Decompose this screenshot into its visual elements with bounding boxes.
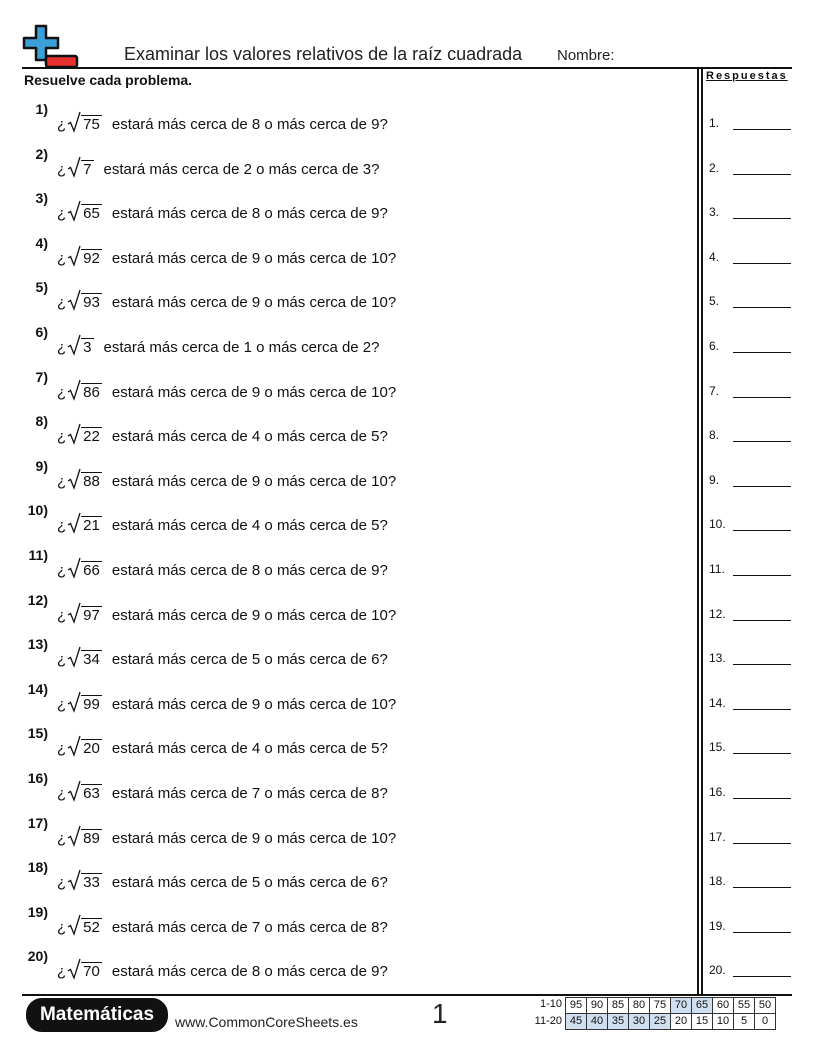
question-mark-open: ¿ — [57, 428, 67, 446]
problem-question — [57, 914, 388, 936]
problem-item — [0, 770, 690, 810]
problem-number: 19) — [27, 903, 48, 920]
answer-blank[interactable] — [733, 976, 791, 977]
answer-blank[interactable] — [733, 486, 791, 487]
answer-column-divider — [697, 69, 699, 995]
answer-blank[interactable] — [733, 530, 791, 531]
score-cell: 90 — [587, 998, 608, 1014]
radicand: 34 — [83, 651, 100, 669]
score-cell: 25 — [650, 1014, 671, 1030]
score-cell: 65 — [692, 998, 713, 1014]
worksheet-title: Examinar los valores relativos de la raíz cuadrada — [124, 44, 523, 64]
problem-number: 3) — [35, 190, 48, 207]
problem-text: estará más cerca de 9 o más cerca de 10? — [111, 294, 397, 312]
problem-text: estará más cerca de 4 o más cerca de 5? — [111, 517, 388, 535]
problem-question — [57, 602, 396, 624]
radicand: 63 — [83, 785, 100, 802]
answer-blank[interactable] — [733, 798, 791, 799]
answer-label: 14. — [709, 695, 726, 710]
question-mark-open: ¿ — [57, 116, 67, 133]
radical-sign-icon — [67, 245, 81, 267]
radicand: 99 — [83, 695, 100, 713]
problem-text: estará más cerca de 8 o más cerca de 9? — [111, 116, 388, 133]
score-cell: 75 — [650, 998, 671, 1014]
score-cell: 55 — [734, 998, 755, 1014]
score-row — [566, 1014, 776, 1030]
score-row-label: 1-10 — [539, 998, 562, 1010]
problem-item — [0, 948, 690, 988]
answer-blank[interactable] — [733, 129, 791, 130]
problem-number: 12) — [27, 591, 48, 608]
radicand: 92 — [83, 249, 100, 267]
answer-label: 5. — [709, 294, 720, 309]
problem-text: estará más cerca de 4 o más cerca de 5? — [111, 740, 388, 758]
radicand: 33 — [83, 874, 100, 892]
answer-blank[interactable] — [733, 307, 791, 308]
square-root — [67, 423, 102, 445]
radical-sign-icon — [67, 869, 81, 891]
square-root — [67, 825, 102, 847]
problem-question — [57, 200, 388, 222]
radicand: 52 — [83, 918, 100, 936]
square-root — [67, 735, 102, 757]
problem-question — [57, 156, 380, 178]
answer-blank[interactable] — [733, 709, 791, 710]
radical-sign-icon — [67, 468, 81, 490]
answer-label: 15. — [709, 740, 726, 755]
radical-sign-icon — [67, 379, 81, 401]
question-mark-open: ¿ — [57, 249, 67, 267]
radicand: 21 — [83, 517, 100, 535]
problem-number: 17) — [27, 814, 48, 831]
problem-number: 16) — [27, 770, 48, 786]
answer-label: 9. — [709, 472, 720, 487]
answer-blank[interactable] — [733, 753, 791, 754]
answer-label: 4. — [709, 249, 720, 264]
problem-number: 11) — [28, 547, 48, 563]
answer-label: 8. — [709, 428, 720, 443]
score-cell: 15 — [692, 1014, 713, 1030]
problem-question — [57, 334, 380, 356]
radical-sign-icon — [67, 423, 81, 445]
answer-column-divider-inner — [701, 69, 703, 995]
question-mark-open: ¿ — [57, 651, 67, 669]
square-root — [67, 914, 102, 936]
name-label: Nombre: — [557, 47, 615, 64]
answer-label: 11. — [709, 562, 725, 576]
answer-blank[interactable] — [733, 174, 791, 175]
radicand: 88 — [83, 472, 100, 490]
problem-number: 1) — [35, 101, 48, 117]
answer-blank[interactable] — [733, 843, 791, 844]
answer-blank[interactable] — [733, 887, 791, 888]
answer-label: 20. — [709, 963, 726, 978]
problem-text: estará más cerca de 8 o más cerca de 9? — [111, 205, 388, 223]
answer-label: 7. — [709, 383, 720, 398]
problem-question — [57, 423, 388, 445]
square-root — [67, 379, 102, 401]
problem-item — [0, 190, 690, 230]
square-root — [67, 958, 102, 980]
problem-text: estará más cerca de 9 o más cerca de 10? — [111, 606, 397, 624]
problem-question — [57, 111, 388, 133]
score-cell: 60 — [713, 998, 734, 1014]
radical-sign-icon — [67, 334, 81, 356]
question-mark-open: ¿ — [57, 874, 67, 892]
question-mark-open: ¿ — [57, 829, 67, 847]
problem-item — [0, 681, 690, 721]
problem-text: estará más cerca de 9 o más cerca de 10? — [111, 829, 397, 847]
problem-question — [57, 869, 388, 891]
score-cell: 40 — [587, 1014, 608, 1030]
radical-sign-icon — [67, 958, 81, 980]
radicand: 3 — [83, 339, 92, 356]
problem-text: estará más cerca de 5 o más cerca de 6? — [111, 874, 388, 892]
problem-item — [0, 904, 690, 944]
problem-item — [0, 146, 690, 186]
problem-question — [57, 289, 396, 311]
radicand: 70 — [83, 963, 100, 981]
instructions: Resuelve cada problema. — [24, 72, 193, 88]
radical-sign-icon — [67, 735, 81, 757]
question-mark-open: ¿ — [57, 160, 67, 178]
answer-label: 18. — [709, 874, 726, 889]
problem-text: estará más cerca de 7 o más cerca de 8? — [111, 785, 388, 802]
score-cell: 45 — [566, 1014, 587, 1030]
square-root — [67, 289, 102, 311]
problem-item — [0, 636, 690, 676]
problem-number: 7) — [35, 368, 48, 385]
problem-text: estará más cerca de 7 o más cerca de 8? — [111, 918, 388, 936]
score-row — [566, 998, 776, 1014]
question-mark-open: ¿ — [57, 562, 67, 579]
answer-blank[interactable] — [733, 263, 791, 264]
radical-sign-icon — [67, 825, 81, 847]
square-root — [67, 468, 102, 490]
square-root — [67, 780, 102, 802]
answer-label: 1. — [709, 116, 720, 130]
score-table — [565, 997, 776, 1030]
answer-label: 2. — [709, 160, 720, 175]
answer-label: 17. — [709, 829, 726, 844]
square-root — [67, 512, 102, 534]
problem-number: 5) — [35, 279, 48, 296]
question-mark-open: ¿ — [57, 339, 67, 356]
problem-item — [0, 279, 690, 319]
problem-text: estará más cerca de 8 o más cerca de 9? — [111, 562, 388, 579]
square-root — [67, 111, 102, 133]
problem-question — [57, 691, 396, 713]
problem-text: estará más cerca de 9 o más cerca de 10? — [111, 249, 397, 267]
problem-text: estará más cerca de 8 o más cerca de 9? — [111, 963, 388, 981]
answer-label: 16. — [709, 785, 726, 799]
answer-label: 3. — [709, 205, 720, 220]
square-root — [67, 200, 102, 222]
problem-item — [0, 369, 690, 409]
answer-blank[interactable] — [733, 397, 791, 398]
problem-text: estará más cerca de 9 o más cerca de 10? — [111, 383, 397, 401]
answer-blank[interactable] — [733, 932, 791, 933]
score-cell: 30 — [629, 1014, 650, 1030]
problem-question — [57, 646, 388, 668]
score-cell: 35 — [608, 1014, 629, 1030]
problem-number: 8) — [35, 413, 48, 430]
answer-blank[interactable] — [733, 620, 791, 621]
problem-question — [57, 825, 396, 847]
question-mark-open: ¿ — [57, 294, 67, 312]
problem-question — [57, 379, 396, 401]
question-mark-open: ¿ — [57, 963, 67, 981]
radicand: 66 — [83, 562, 100, 579]
problem-text: estará más cerca de 2 o más cerca de 3? — [103, 160, 380, 178]
radicand: 86 — [83, 383, 100, 401]
radical-sign-icon — [67, 914, 81, 936]
score-cell: 20 — [671, 1014, 692, 1030]
answer-blank[interactable] — [733, 441, 791, 442]
score-cell: 80 — [629, 998, 650, 1014]
radical-sign-icon — [67, 780, 81, 802]
problem-item — [0, 101, 690, 141]
answer-blank[interactable] — [733, 664, 791, 665]
problem-number: 20) — [27, 948, 48, 965]
radicand: 20 — [83, 740, 100, 758]
question-mark-open: ¿ — [57, 785, 67, 802]
score-cell: 0 — [755, 1014, 776, 1030]
square-root — [67, 334, 93, 356]
radical-sign-icon — [67, 646, 81, 668]
score-cell: 70 — [671, 998, 692, 1014]
radicand: 65 — [83, 205, 100, 223]
answer-label: 10. — [709, 517, 726, 532]
page-number: 1 — [432, 998, 448, 1029]
problem-number: 10) — [27, 502, 48, 519]
question-mark-open: ¿ — [57, 205, 67, 223]
problem-text: estará más cerca de 9 o más cerca de 10? — [111, 472, 397, 490]
problem-item — [0, 547, 690, 587]
problem-number: 13) — [27, 636, 48, 653]
question-mark-open: ¿ — [57, 383, 67, 401]
square-root — [67, 557, 102, 579]
problem-number: 4) — [35, 234, 48, 251]
problem-question — [57, 557, 388, 579]
answer-label: 6. — [709, 339, 720, 353]
problem-text: estará más cerca de 1 o más cerca de 2? — [103, 339, 380, 356]
answer-label: 12. — [709, 606, 726, 621]
square-root — [67, 691, 102, 713]
problem-number: 18) — [27, 859, 48, 876]
problem-question — [57, 780, 388, 802]
footer-divider — [22, 994, 792, 996]
problem-number: 2) — [35, 145, 48, 162]
score-cell: 10 — [713, 1014, 734, 1030]
problem-question — [57, 512, 388, 534]
problem-item — [0, 592, 690, 632]
radicand: 89 — [83, 829, 100, 847]
problem-question — [57, 958, 388, 980]
problem-number: 6) — [35, 324, 48, 340]
problem-item — [0, 859, 690, 899]
score-cell: 85 — [608, 998, 629, 1014]
square-root — [67, 869, 102, 891]
answer-blank[interactable] — [733, 218, 791, 219]
problem-question — [57, 468, 396, 490]
radical-sign-icon — [67, 200, 81, 222]
answer-label: 13. — [709, 651, 726, 666]
problem-question — [57, 735, 388, 757]
radical-sign-icon — [67, 111, 81, 133]
question-mark-open: ¿ — [57, 606, 67, 624]
square-root — [67, 245, 102, 267]
header-divider — [22, 67, 792, 69]
square-root — [67, 646, 102, 668]
radical-sign-icon — [67, 691, 81, 713]
problem-item — [0, 815, 690, 855]
radicand: 97 — [83, 606, 100, 624]
problem-item — [0, 502, 690, 542]
problem-question — [57, 245, 396, 267]
site-url[interactable]: www.CommonCoreSheets.es — [175, 1014, 358, 1030]
question-mark-open: ¿ — [57, 695, 67, 713]
radicand: 93 — [83, 294, 100, 312]
radicand: 75 — [83, 116, 100, 133]
answer-blank[interactable] — [733, 575, 791, 576]
radical-sign-icon — [67, 289, 81, 311]
radical-sign-icon — [67, 602, 81, 624]
answer-label: 19. — [709, 918, 726, 933]
problem-number: 15) — [27, 725, 48, 742]
question-mark-open: ¿ — [57, 740, 67, 758]
problem-text: estará más cerca de 5 o más cerca de 6? — [111, 651, 388, 669]
score-cell: 5 — [734, 1014, 755, 1030]
answer-blank[interactable] — [733, 352, 791, 353]
answers-title: Respuestas — [706, 70, 788, 82]
radicand: 7 — [83, 160, 92, 178]
radical-sign-icon — [67, 512, 81, 534]
math-plus-minus-logo-icon — [22, 24, 80, 70]
square-root — [67, 156, 93, 178]
problem-item — [0, 235, 690, 275]
square-root — [67, 602, 102, 624]
brand-badge: Matemáticas — [26, 998, 168, 1032]
problem-item — [0, 458, 690, 498]
problem-item — [0, 413, 690, 453]
score-cell: 95 — [566, 998, 587, 1014]
radicand: 22 — [83, 428, 100, 446]
problem-item — [0, 324, 690, 364]
problem-text: estará más cerca de 4 o más cerca de 5? — [111, 428, 388, 446]
problem-number: 14) — [27, 680, 48, 697]
radical-sign-icon — [67, 557, 81, 579]
problem-item — [0, 725, 690, 765]
question-mark-open: ¿ — [57, 517, 67, 535]
question-mark-open: ¿ — [57, 918, 67, 936]
score-cell: 50 — [755, 998, 776, 1014]
score-row-label: 11-20 — [534, 1015, 562, 1027]
problem-number: 9) — [35, 457, 48, 474]
question-mark-open: ¿ — [57, 472, 67, 490]
radical-sign-icon — [67, 156, 81, 178]
problem-text: estará más cerca de 9 o más cerca de 10? — [111, 695, 397, 713]
